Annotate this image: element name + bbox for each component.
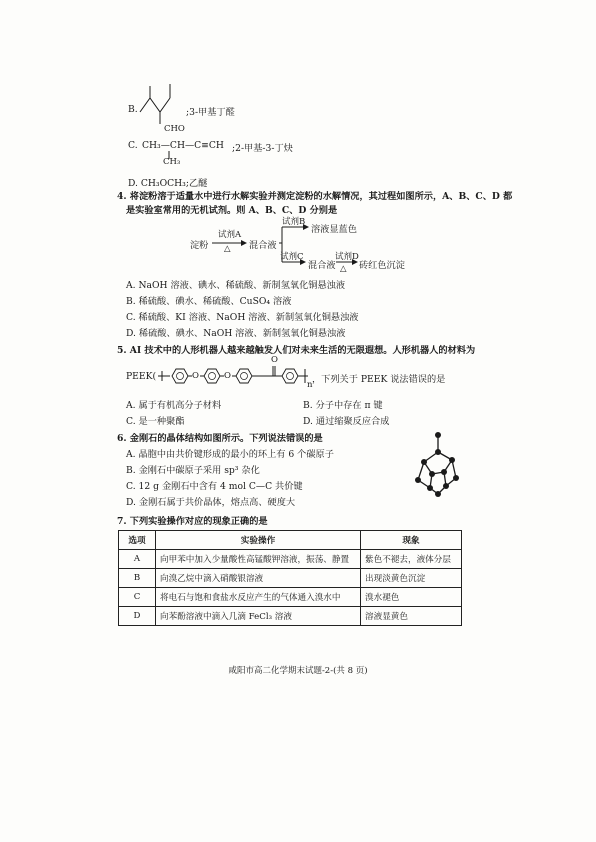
row-option: C [119, 588, 156, 607]
flow-reagent-d: 试剂D [335, 252, 359, 262]
q7-stem: 7. 下列实验操作对应的现象正确的是 [117, 516, 268, 527]
flow-mix1: 混合液 [249, 240, 277, 251]
q5-option-b: B. 分子中存在 π 键 [303, 400, 383, 411]
header-phenomenon: 现象 [361, 531, 462, 550]
flow-result-d: 砖红色沉淀 [359, 260, 405, 271]
table-row [119, 607, 462, 626]
q4-stem-line2: 是实验室常用的无机试剂。则 A、B、C、D 分别是 [126, 205, 338, 216]
q4-stem-line1: 4. 将淀粉溶于适量水中进行水解实验并测定淀粉的水解情况，其过程如图所示，A、B、C、D 都 [117, 191, 513, 202]
row-operation: 向甲苯中加入少量酸性高锰酸钾溶液，振荡、静置 [156, 550, 361, 569]
q4-option-d: D. 稀硫酸、碘水、NaOH 溶液、新制氢氧化铜悬浊液 [126, 328, 346, 339]
peek-ether-o1: O [192, 371, 199, 381]
q5-option-c: C. 是一种聚酯 [126, 416, 185, 427]
row-operation: 向溴乙烷中滴入硝酸银溶液 [156, 569, 361, 588]
q5-option-a: A. 属于有机高分子材料 [126, 400, 222, 411]
q5-stem-line2: ，下列关于 PEEK 说法错误的是 [312, 374, 446, 385]
flow-reagent-c: 试剂C [280, 252, 304, 262]
q6-option-b: B. 金刚石中碳原子采用 sp³ 杂化 [126, 465, 260, 476]
flow-start-starch: 淀粉 [190, 240, 209, 251]
row-phenomenon: 紫色不褪去，液体分层 [361, 550, 462, 569]
peek-ether-o2: O [224, 371, 231, 381]
row-operation: 向苯酚溶液中滴入几滴 FeCl₃ 溶液 [156, 607, 361, 626]
flow-reagent-b: 试剂B [282, 217, 306, 227]
flow-mix2: 混合液 [308, 260, 336, 271]
table-row [119, 588, 462, 607]
q4-option-c: C. 稀硫酸、KI 溶液、NaOH 溶液、新制氢氧化铜悬浊液 [126, 312, 359, 323]
flow-result-b: 溶液显蓝色 [311, 224, 357, 235]
peek-carbonyl-o: O [271, 355, 278, 365]
q3-optC-ch3: CH₃ [163, 157, 181, 167]
peek-repeat-n: n [307, 380, 313, 390]
q4-option-a: A. NaOH 溶液、碘水、稀硫酸、新制氢氧化铜悬浊液 [126, 280, 346, 291]
q3-optC-name: ;2-甲基-3-丁炔 [232, 143, 293, 154]
table-row [119, 569, 462, 588]
q7-table [118, 530, 462, 626]
flow-heat-d: △ [340, 264, 347, 274]
row-phenomenon: 溴水褪色 [361, 588, 462, 607]
row-operation: 将电石与饱和食盐水反应产生的气体通入溴水中 [156, 588, 361, 607]
row-option: A [119, 550, 156, 569]
q4-option-b: B. 稀硫酸、碘水、稀硫酸、CuSO₄ 溶液 [126, 296, 292, 307]
q6-stem: 6. 金刚石的晶体结构如图所示。下列说法错误的是 [117, 433, 323, 444]
q6-option-c: C. 12 g 金刚石中含有 4 mol C—C 共价键 [126, 481, 303, 492]
row-option: D [119, 607, 156, 626]
q3-optC-letter: C. [128, 140, 138, 151]
q5-option-d: D. 通过缩聚反应合成 [303, 416, 390, 427]
q5-stem-line1: 5. AI 技术中的人形机器人越来越触发人们对未来生活的无限遐想。人形机器人的材料为 [117, 345, 476, 356]
row-phenomenon: 出现淡黄色沉淀 [361, 569, 462, 588]
q3-optB-cho: CHO [164, 124, 185, 134]
flow-reagent-a: 试剂A [218, 230, 242, 240]
diamond-structure-diagram [410, 430, 470, 500]
q3-optB-letter: B. [128, 104, 138, 115]
header-operation: 实验操作 [156, 531, 361, 550]
q3-optC-formula: CH₃—CH—C≡CH [142, 140, 224, 151]
table-header-row [119, 531, 462, 550]
q3-optD: D. CH₃OCH₃;乙醚 [128, 178, 208, 189]
flow-arrows [210, 222, 410, 282]
q6-option-d: D. 金刚石属于共价晶体，熔点高、硬度大 [126, 497, 296, 508]
header-option: 选项 [119, 531, 156, 550]
row-phenomenon: 溶液显黄色 [361, 607, 462, 626]
row-option: B [119, 569, 156, 588]
page-footer: 咸阳市高二化学期末试题-2-(共 8 页) [228, 666, 368, 676]
q5-peek-label: PEEK( [126, 371, 157, 382]
flow-heat-a: △ [224, 244, 231, 254]
q6-option-a: A. 晶胞中由共价键形成的最小的环上有 6 个碳原子 [126, 449, 334, 460]
table-row [119, 550, 462, 569]
q3-optB-name: ;3-甲基丁醛 [186, 107, 235, 118]
